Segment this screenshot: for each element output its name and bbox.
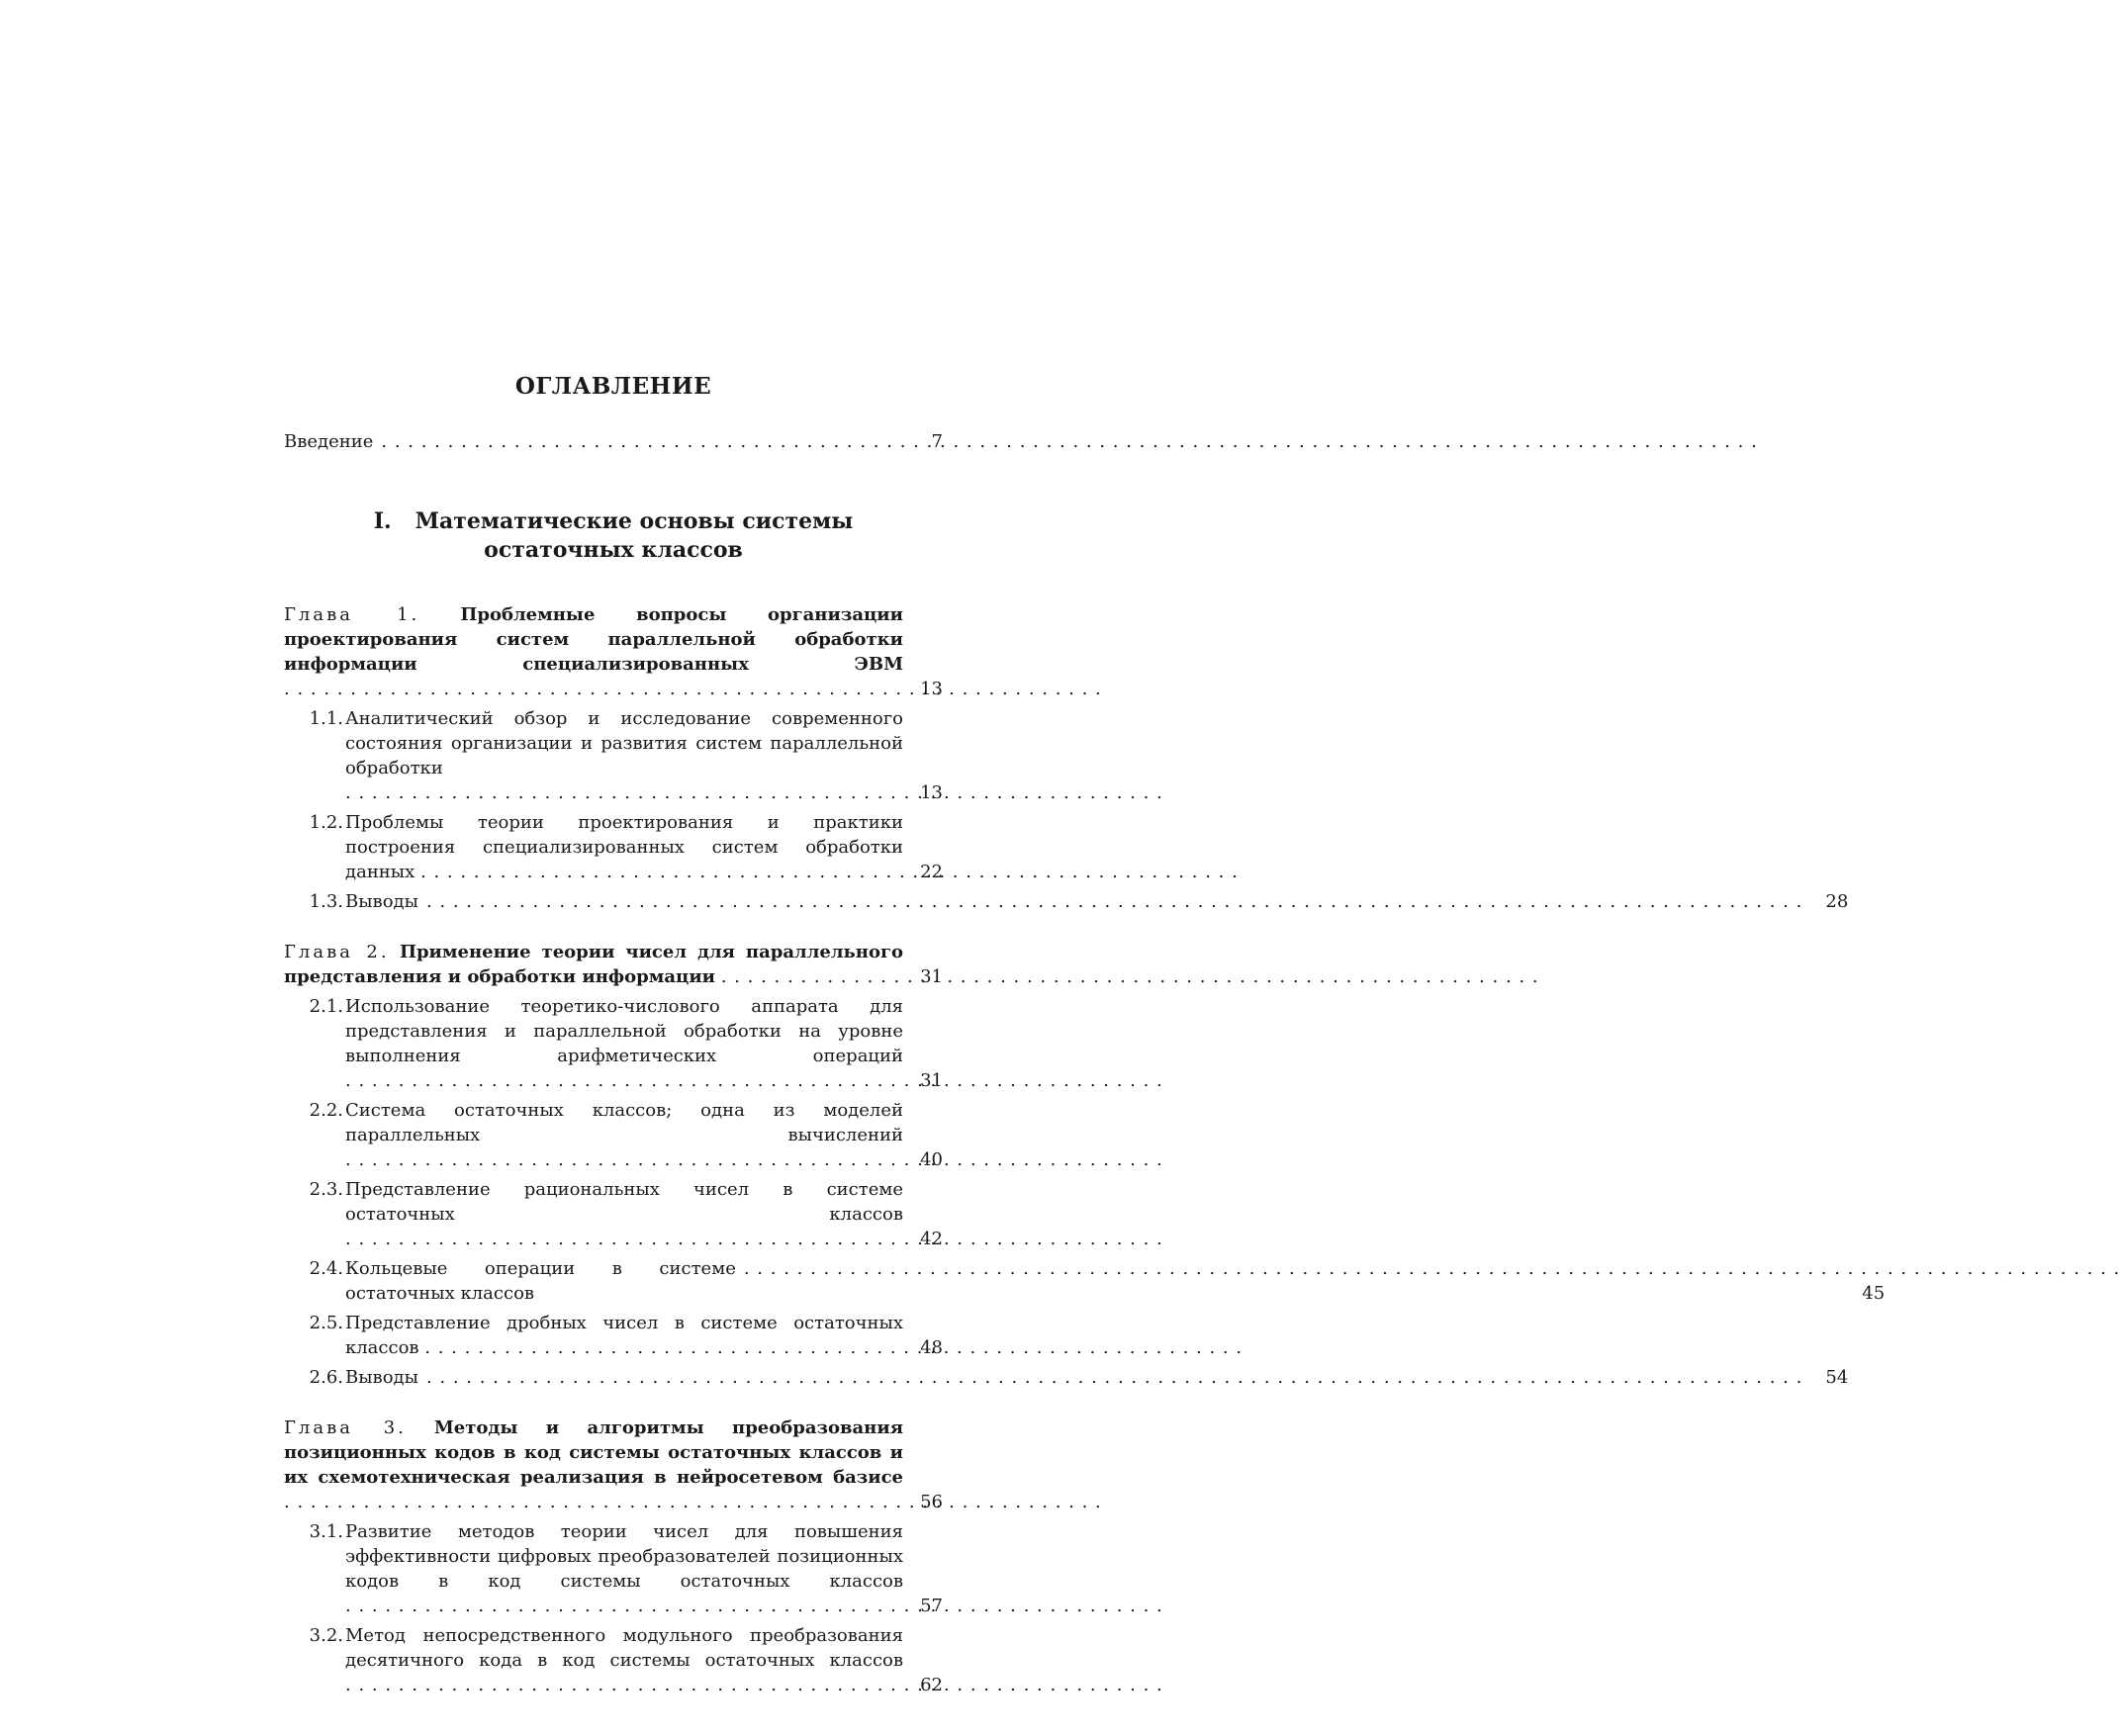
section-title: Представление дробных чисел в системе остаточных классов xyxy=(345,1313,903,1358)
section-title: Выводы xyxy=(345,1367,418,1388)
section-number: 3.2. xyxy=(309,1625,343,1646)
part-title-line2: остаточных классов xyxy=(484,537,743,563)
toc-entry-section[interactable] xyxy=(284,810,943,884)
toc-entry-section[interactable] xyxy=(284,1098,943,1172)
page-title: ОГЛАВЛЕНИЕ xyxy=(514,373,712,400)
chapter-prefix: Глава 3. xyxy=(284,1417,407,1438)
dot-leader xyxy=(426,889,1802,914)
section-number: 1.1. xyxy=(309,708,343,729)
section-title: Метод непосредственного модульного преобразования десятичного кода в код системы остаточных классов xyxy=(345,1625,903,1671)
section-title: Представление рациональных чисел в системе остаточных классов xyxy=(345,1179,903,1225)
page-number: 42 xyxy=(920,1229,943,1249)
part-title-line1: Математические основы системы xyxy=(415,508,854,534)
dot-leader xyxy=(345,1147,672,1172)
dot-leader xyxy=(345,780,810,805)
toc-entry-section[interactable] xyxy=(284,1365,1849,1390)
page-number: 40 xyxy=(920,1149,943,1170)
entry-label: Введение xyxy=(284,431,374,452)
dot-leader xyxy=(744,1256,1839,1281)
dot-leader xyxy=(345,1227,761,1251)
toc-entry-section[interactable] xyxy=(284,1519,943,1618)
section-number: 2.3. xyxy=(309,1179,343,1200)
section-number: 2.2. xyxy=(309,1100,343,1121)
section-title: Аналитический обзор и исследование современного состояния организации и развития систем параллельной обработки xyxy=(345,708,903,778)
page-number: 28 xyxy=(1825,891,1849,912)
section-number: 2.5. xyxy=(309,1313,343,1333)
toc-entry-section[interactable] xyxy=(284,1256,1886,1306)
dot-leader xyxy=(345,1673,434,1697)
dot-leader xyxy=(420,860,509,884)
page-number: 57 xyxy=(920,1596,943,1616)
toc-entry-section[interactable] xyxy=(284,1623,943,1697)
section-number: 1.3. xyxy=(309,891,343,912)
dot-leader xyxy=(424,1335,879,1360)
dot-leader xyxy=(426,1365,1802,1390)
section-title: Выводы xyxy=(345,891,418,912)
toc-entry-intro[interactable] xyxy=(284,429,943,454)
section-title: Развитие методов теории чисел для повышения эффективности цифровых преобразователей позиционных кодов в код системы остаточных классов xyxy=(345,1521,903,1592)
part-number: I. xyxy=(373,508,392,534)
page-number: 22 xyxy=(920,862,943,882)
chapter-title: Методы и алгоритмы преобразования позиционных кодов в код системы остаточных классов и их схемотехническая реализация в нейросетевом базисе xyxy=(284,1417,903,1488)
section-number: 3.1. xyxy=(309,1521,343,1542)
page-number: 13 xyxy=(920,679,943,699)
section-title: Проблемы теории проектирования и практики построения специализированных систем обработки данных xyxy=(345,812,903,882)
page-number: 54 xyxy=(1825,1367,1849,1388)
section-number: 1.2. xyxy=(309,812,343,833)
toc-entry-chapter[interactable] xyxy=(284,940,943,989)
part-heading xyxy=(284,507,943,565)
table-of-contents xyxy=(284,372,1886,1723)
page-number: 56 xyxy=(920,1492,943,1512)
section-number: 2.1. xyxy=(309,996,343,1017)
page-number: 13 xyxy=(920,782,943,803)
section-title: Кольцевые операции в системе остаточных классов xyxy=(345,1258,736,1304)
toc-entry-section[interactable] xyxy=(284,1177,943,1251)
section-title: Система остаточных классов; одна из моделей параллельных вычислений xyxy=(345,1100,903,1145)
dot-leader xyxy=(284,677,551,701)
toc-entry-chapter[interactable] xyxy=(284,602,943,701)
dot-leader xyxy=(345,1068,593,1093)
toc-entry-section[interactable] xyxy=(284,889,1849,914)
toc-entry-section[interactable] xyxy=(284,1311,943,1360)
toc-entry-chapter[interactable] xyxy=(284,1416,943,1514)
chapter-title: Проблемные вопросы организации проектирования систем параллельной обработки информации специализированных ЭВМ xyxy=(284,604,903,675)
chapter-title: Применение теории чисел для параллельного представления и обработки информации xyxy=(284,942,903,987)
section-number: 2.4. xyxy=(309,1258,343,1279)
chapter-2 xyxy=(284,940,1886,1390)
chapter-prefix: Глава 1. xyxy=(284,604,420,625)
dot-leader xyxy=(381,429,897,454)
section-title: Использование теоретико-числового аппарата для представления и параллельной обработки на уровне выполнения арифметических операций xyxy=(345,996,903,1066)
section-number: 2.6. xyxy=(309,1367,343,1388)
dot-leader xyxy=(284,1490,318,1514)
chapter-3 xyxy=(284,1416,943,1697)
page-number: 31 xyxy=(920,966,943,987)
page-number: 31 xyxy=(920,1070,943,1091)
page-number: 7 xyxy=(931,431,943,452)
chapter-prefix: Глава 2. xyxy=(284,942,390,962)
page-number: 45 xyxy=(1862,1283,1886,1304)
page-number: 48 xyxy=(920,1337,943,1358)
chapter-1 xyxy=(284,602,1849,914)
toc-entry-section[interactable] xyxy=(284,706,943,805)
dot-leader xyxy=(721,964,879,989)
page-number: 62 xyxy=(920,1675,943,1695)
toc-entry-section[interactable] xyxy=(284,994,943,1093)
dot-leader xyxy=(345,1594,523,1618)
